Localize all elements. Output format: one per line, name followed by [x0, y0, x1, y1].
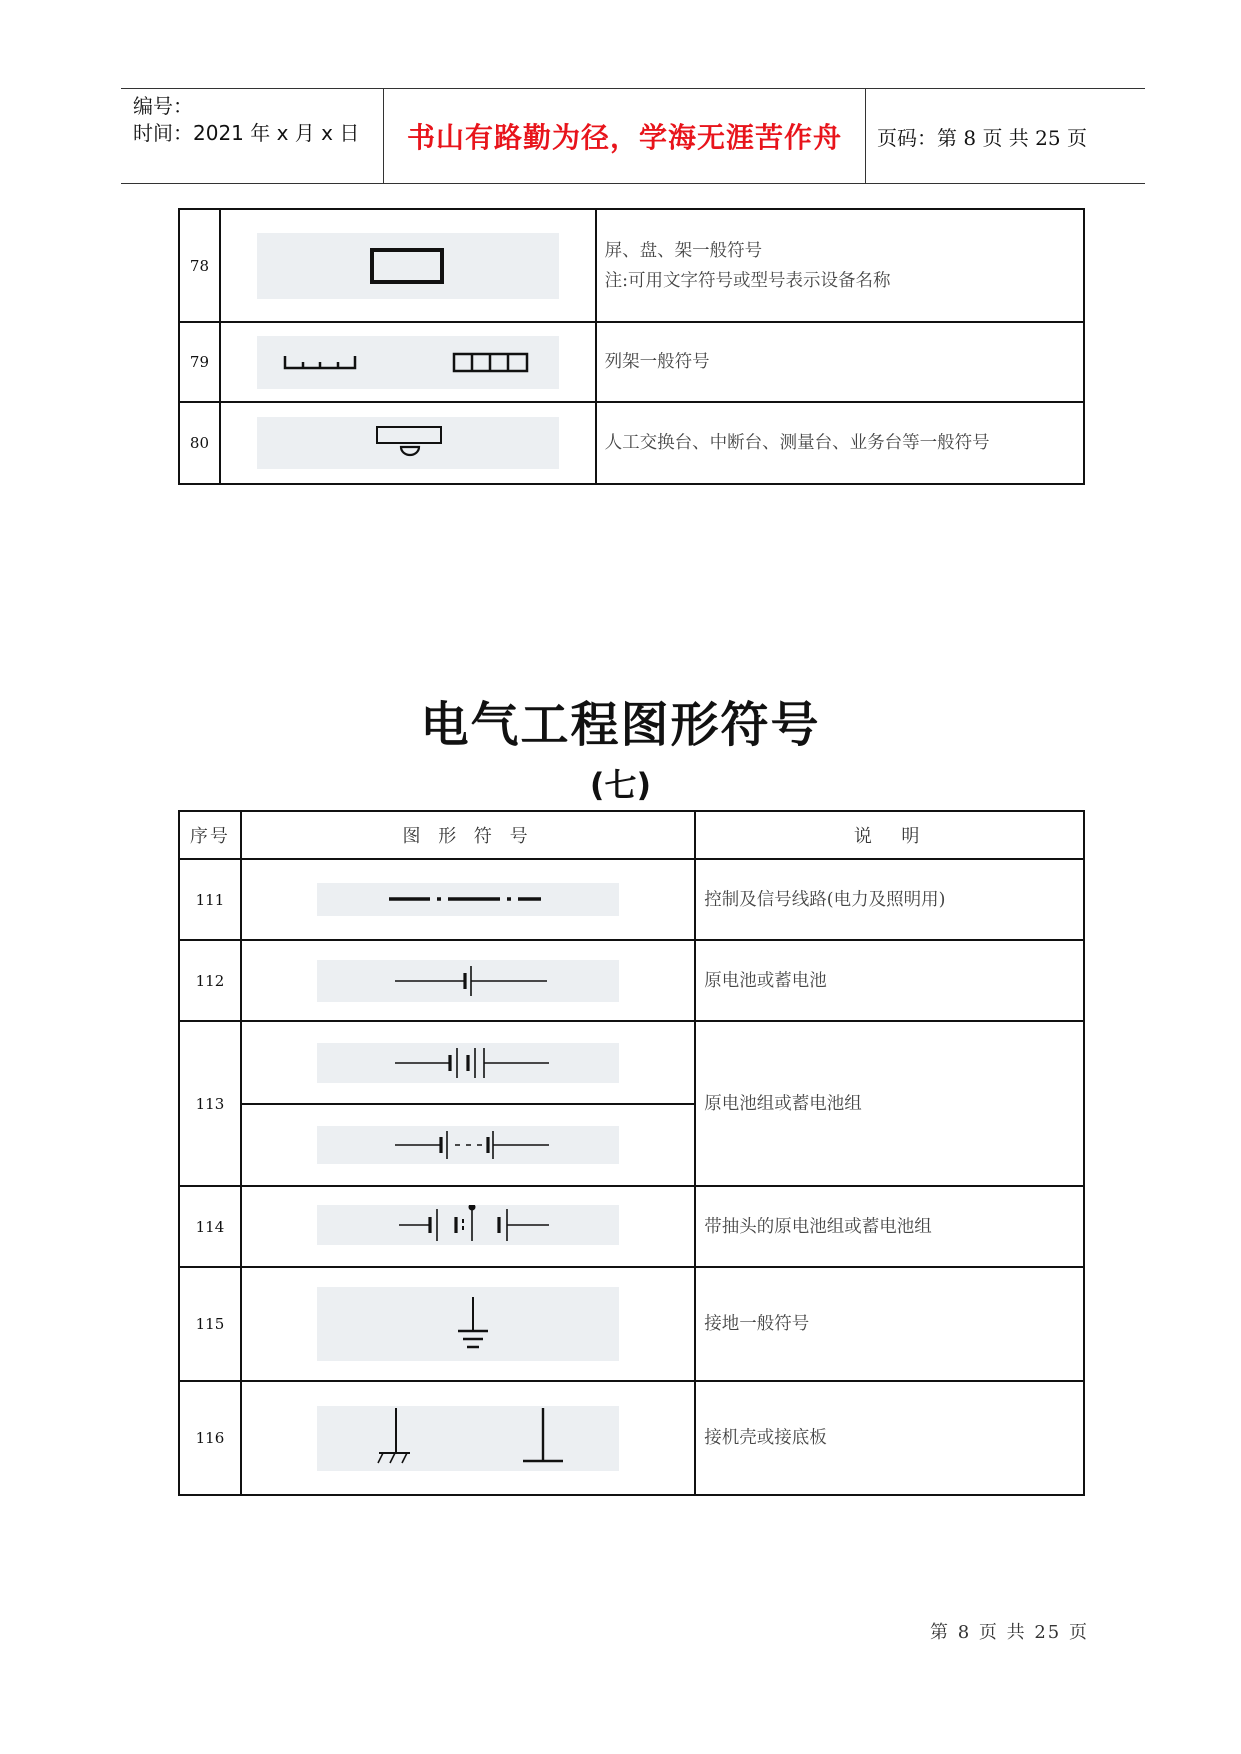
battery-icon: [317, 1043, 619, 1083]
symbol-cell: [220, 402, 596, 484]
time-label: 时间：2021 年 x 月 x 日: [133, 121, 360, 145]
description-cell: [596, 209, 1084, 322]
table-row: [179, 322, 1084, 402]
row-number: 80: [179, 402, 220, 484]
row-number: 114: [179, 1186, 241, 1267]
description-note: 注:可用文字符号或型号表示设备名称: [604, 270, 891, 291]
cell-icon: [317, 960, 619, 1002]
divider: [865, 89, 866, 183]
row-number: 115: [179, 1267, 241, 1381]
table-row: [179, 1021, 1084, 1186]
page-header: [121, 88, 1145, 184]
symbol-cell: [241, 1267, 695, 1381]
symbol-cell: [220, 209, 596, 322]
header-info: [133, 89, 383, 183]
motto: 书山有路勤为径，学海无涯苦作舟: [406, 121, 842, 154]
table-row: [179, 209, 1084, 322]
symbol-cell: [241, 940, 695, 1021]
dash-dot-line-icon: [317, 883, 619, 916]
description-cell: [596, 322, 1084, 402]
description: 接地一般符号: [695, 1267, 1084, 1381]
tapped-battery-icon: [317, 1205, 619, 1245]
symbol-cell: [241, 1381, 695, 1495]
row-number: 79: [179, 322, 220, 402]
column-header-description: 说 明: [695, 811, 1084, 859]
description: 原电池或蓄电池: [695, 940, 1084, 1021]
table-row: [179, 940, 1084, 1021]
description: 带抽头的原电池组或蓄电池组: [695, 1186, 1084, 1267]
row-number: 78: [179, 209, 220, 322]
description: 人工交换台、中断台、测量台、业务台等一般符号: [604, 433, 990, 453]
table-row: [179, 1267, 1084, 1381]
description-cell: [596, 402, 1084, 484]
table-row: [179, 402, 1084, 484]
section-title: 电气工程图形符号: [420, 697, 821, 753]
chassis-ground-icon: [317, 1406, 619, 1471]
symbol-cell: [241, 1186, 695, 1267]
table-row: [179, 1381, 1084, 1495]
rack-row-icon: [257, 336, 559, 389]
page-footer: 第 8 页 共 25 页: [930, 1622, 1089, 1643]
symbol-cell: [241, 859, 695, 940]
row-number: 111: [179, 859, 241, 940]
page-label: 页码：第 8 页 共 25 页: [877, 125, 1087, 150]
symbol-cell: [241, 1021, 695, 1186]
section-subtitle: (七): [589, 766, 652, 804]
symbol-table-1: [178, 208, 1085, 485]
number-label: 编号：: [133, 94, 193, 118]
rect-frame-icon: [368, 246, 448, 286]
ground-icon: [317, 1287, 619, 1361]
description: 控制及信号线路(电力及照明用): [695, 859, 1084, 940]
description: 接机壳或接底板: [695, 1381, 1084, 1495]
symbol-cell: [220, 322, 596, 402]
description: 原电池组或蓄电池组: [695, 1021, 1084, 1186]
battery-icon: [317, 1126, 619, 1164]
column-header-symbol: 图 形 符 号: [241, 811, 695, 859]
switchboard-icon: [257, 417, 559, 469]
description: 列架一般符号: [604, 352, 710, 372]
table-header-row: [179, 811, 1084, 859]
table-row: [179, 859, 1084, 940]
symbol-table-2: [178, 810, 1085, 1496]
column-header-number: 序号: [179, 811, 241, 859]
row-number: 112: [179, 940, 241, 1021]
row-number: 113: [179, 1021, 241, 1186]
description: 屏、盘、架一般符号: [604, 240, 763, 261]
row-number: 116: [179, 1381, 241, 1495]
table-row: [179, 1186, 1084, 1267]
